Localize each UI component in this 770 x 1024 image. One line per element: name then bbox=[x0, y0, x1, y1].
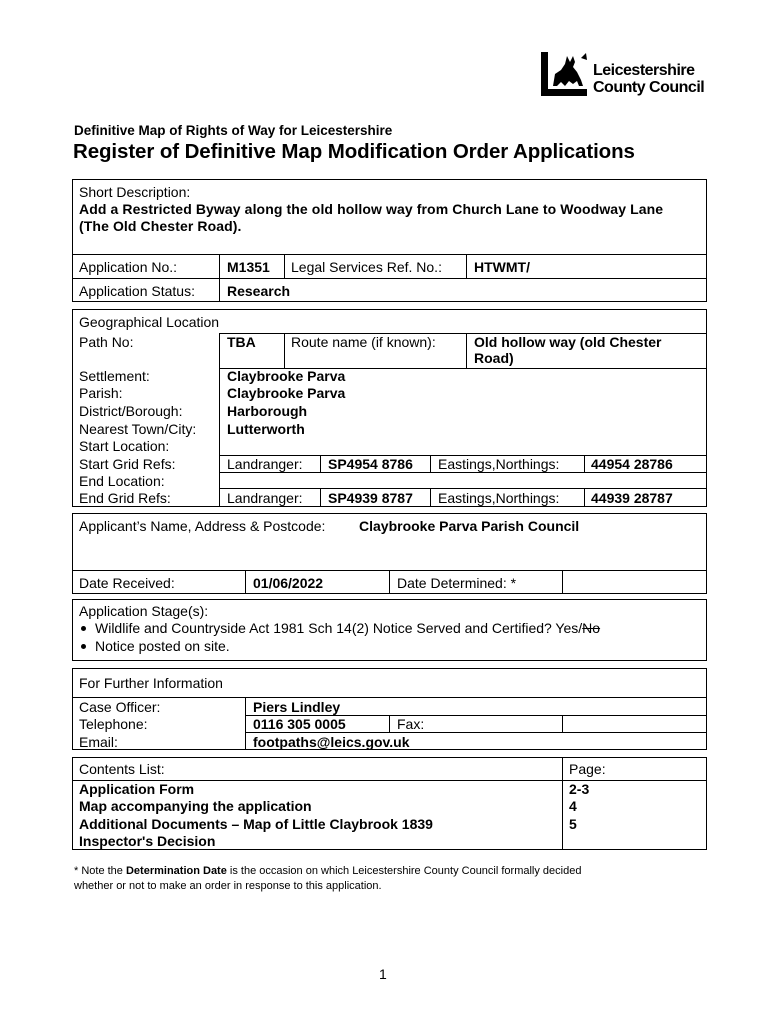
start-eastings-label: Eastings,Northings: bbox=[438, 456, 560, 472]
fax-label: Fax: bbox=[397, 716, 425, 732]
parish-value: Claybrooke Parva bbox=[227, 385, 346, 401]
page-number: 1 bbox=[379, 966, 387, 982]
logo-text bbox=[593, 62, 704, 96]
telephone-label: Telephone: bbox=[79, 716, 148, 732]
stage-item-1-struck-option: No bbox=[582, 620, 601, 636]
further-information-heading: For Further Information bbox=[79, 675, 223, 691]
start-eastings-value: 44954 28786 bbox=[591, 456, 673, 472]
nearest-town-value: Lutterworth bbox=[227, 421, 305, 437]
stage-item-1 bbox=[79, 620, 600, 637]
bullet-icon bbox=[81, 626, 86, 631]
start-landranger-label: Landranger: bbox=[227, 456, 303, 472]
nearest-town-label: Nearest Town/City: bbox=[79, 421, 197, 437]
stage-item-1-text: Wildlife and Countryside Act 1981 Sch 14(2) Notice Served and Certified? Yes/ bbox=[95, 620, 583, 636]
date-determined-label: Date Determined: * bbox=[397, 575, 517, 591]
footnote-line-1 bbox=[74, 864, 581, 878]
district-value: Harborough bbox=[227, 403, 308, 419]
short-description-text: Add a Restricted Byway along the old hollow way from Church Lane to Woodway Lane (The Old Chester Road). bbox=[79, 201, 664, 234]
leicestershire-county-council-logo bbox=[539, 50, 711, 100]
email-label: Email: bbox=[79, 734, 118, 750]
logo-line-1: Leicestershire bbox=[593, 62, 695, 79]
case-officer-value: Piers Lindley bbox=[253, 699, 341, 715]
short-description-label: Short Description: bbox=[79, 184, 191, 200]
end-location-label: End Location: bbox=[79, 473, 165, 489]
document-title: Register of Definitive Map Modification Order Applications bbox=[73, 140, 635, 163]
footnote-bold: Determination Date bbox=[125, 865, 227, 877]
end-grid-refs-label: End Grid Refs: bbox=[79, 490, 171, 506]
contents-row-title: Application Form bbox=[79, 781, 195, 797]
application-no-value: M1351 bbox=[227, 259, 270, 275]
legal-services-ref-value: HTWMT/ bbox=[474, 259, 530, 275]
applicant-label: Applicant’s Name, Address & Postcode: bbox=[79, 518, 326, 534]
contents-row-page: 2-3 bbox=[569, 781, 590, 797]
logo-line-2: County Council bbox=[593, 79, 705, 96]
fox-emblem-icon bbox=[539, 50, 589, 98]
applicant-value: Claybrooke Parva Parish Council bbox=[359, 518, 580, 534]
start-location-label: Start Location: bbox=[79, 438, 170, 454]
legal-services-ref-label: Legal Services Ref. No.: bbox=[291, 259, 442, 275]
contents-row-title: Additional Documents – Map of Little Claybrook 1839 bbox=[79, 816, 433, 832]
application-no-label: Application No.: bbox=[79, 259, 178, 275]
footnote-prefix: * Note the bbox=[74, 865, 126, 877]
telephone-value: 0116 305 0005 bbox=[253, 716, 346, 732]
application-status-label: Application Status: bbox=[79, 283, 195, 299]
settlement-value: Claybrooke Parva bbox=[227, 368, 346, 384]
document-subtitle: Definitive Map of Rights of Way for Leicestershire bbox=[74, 123, 393, 138]
application-status-value: Research bbox=[227, 283, 291, 299]
email-value[interactable]: footpaths@leics.gov.uk bbox=[253, 734, 410, 750]
start-grid-refs-label: Start Grid Refs: bbox=[79, 456, 176, 472]
footnote-suffix: is the occasion on which Leicestershire County Council formally decided bbox=[226, 865, 582, 877]
bullet-icon bbox=[81, 644, 86, 649]
contents-row-page: 5 bbox=[569, 816, 577, 832]
application-stages-label: Application Stage(s): bbox=[79, 603, 209, 619]
contents-row-title: Inspector's Decision bbox=[79, 833, 216, 849]
end-landranger-label: Landranger: bbox=[227, 490, 303, 506]
contents-row-title: Map accompanying the application bbox=[79, 798, 312, 814]
stage-item-2 bbox=[79, 638, 230, 655]
route-name-value-line2: Road) bbox=[474, 350, 514, 366]
geographical-location-heading: Geographical Location bbox=[79, 314, 220, 330]
footnote-line-2: whether or not to make an order in response to this application. bbox=[74, 880, 382, 892]
end-eastings-label: Eastings,Northings: bbox=[438, 490, 560, 506]
start-landranger-value: SP4954 8786 bbox=[328, 456, 413, 472]
date-received-label: Date Received: bbox=[79, 575, 175, 591]
path-no-value: TBA bbox=[227, 334, 256, 350]
settlement-label: Settlement: bbox=[79, 368, 150, 384]
contents-row-page: 4 bbox=[569, 798, 577, 814]
route-name-value-line1: Old hollow way (old Chester bbox=[474, 334, 662, 350]
contents-list-label: Contents List: bbox=[79, 761, 165, 777]
path-no-label: Path No: bbox=[79, 334, 134, 350]
end-eastings-value: 44939 28787 bbox=[591, 490, 673, 506]
stage-item-2-text: Notice posted on site. bbox=[95, 638, 230, 654]
contents-page-label: Page: bbox=[569, 761, 606, 777]
date-received-value: 01/06/2022 bbox=[253, 575, 324, 591]
route-name-label: Route name (if known): bbox=[291, 334, 436, 350]
parish-label: Parish: bbox=[79, 385, 123, 401]
case-officer-label: Case Officer: bbox=[79, 699, 161, 715]
end-landranger-value: SP4939 8787 bbox=[328, 490, 413, 506]
district-label: District/Borough: bbox=[79, 403, 183, 419]
